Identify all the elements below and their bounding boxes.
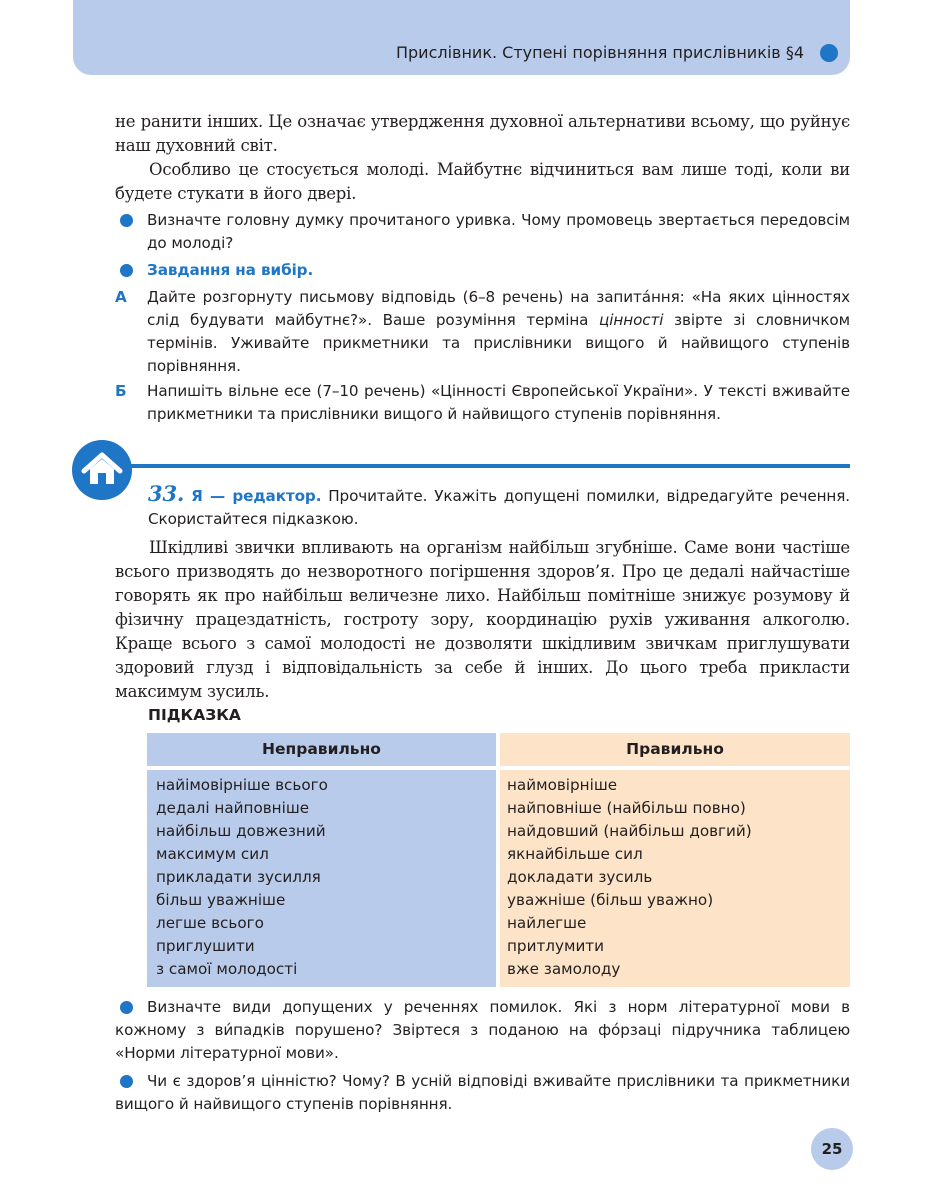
question-3 <box>115 1070 850 1116</box>
hint-table <box>147 733 850 987</box>
option-a-term: цінності <box>599 311 664 329</box>
hint-cell-wrong: більш уважніше <box>156 891 286 909</box>
hint-cell-wrong: максимум сил <box>156 845 269 863</box>
exercise-title: Я — редактор. <box>191 487 322 505</box>
option-b-text: Напишіть вільне есе (7–10 речень) «Цінності Європейської України». У тексті вживайте прикметники та прислівники вищого й найвищого ступенів порівняння. <box>147 382 850 423</box>
exercise-instruction: Прочитайте. Укажіть допущені помилки, відредагуйте речення. Скористайтеся підказкою. <box>148 487 851 528</box>
hint-cell-wrong: прикладати зусилля <box>156 868 321 886</box>
task-question-1 <box>115 209 850 255</box>
bullet-icon <box>120 1001 133 1014</box>
hint-cell-right: наймовірніше <box>507 776 618 794</box>
section-divider <box>95 464 850 468</box>
page-number: 25 <box>811 1128 853 1170</box>
option-a-part1: Дайте розгорнуту письмову відповідь (6–8 речень) на запита́ння: «На яких цінностях слід будувати майбутнє?». Ваше розуміння терміна <box>147 288 850 329</box>
choice-task-heading <box>115 259 850 282</box>
hint-cell-right: докладати зусиль <box>507 868 653 886</box>
task-option-b <box>115 380 850 426</box>
hint-cell-wrong: найбільш довжезний <box>156 822 326 840</box>
question-2 <box>115 996 850 1065</box>
hint-column-right <box>500 770 850 987</box>
option-a-part2: звірте зі словничком термінів. Уживайте прикметники та прислівники вищого й найвищого ступенів порівняння. <box>147 311 850 375</box>
bullet-icon <box>120 264 133 277</box>
choice-task-title: Завдання на вибір. <box>147 261 314 279</box>
page-header <box>73 0 850 75</box>
exercise-number: 33. <box>148 481 185 506</box>
hint-header-wrong: Неправильно <box>147 733 496 766</box>
option-b-letter: Б <box>115 382 127 400</box>
hint-cell-right: якнайбільше сил <box>507 845 643 863</box>
hint-cell-right: притлумити <box>507 937 605 955</box>
intro-paragraph-2: Особливо це стосується молоді. Майбутнє відчиниться вам лише тоді, коли ви будете стукати в його двері. <box>115 160 850 203</box>
exercise-heading <box>148 482 850 531</box>
bullet-icon <box>120 1075 133 1088</box>
hint-cell-wrong: з самої молодості <box>156 960 298 978</box>
intro-paragraph-1: не ранити інших. Це означає утвердження духовної альтернативи всьому, що руйнує наш духовний світ. <box>115 112 850 155</box>
hint-title: ПІДКАЗКА <box>148 706 241 724</box>
home-icon <box>72 440 132 500</box>
hint-cell-right: найдовший (найбільш довгий) <box>507 822 752 840</box>
bullet-icon <box>120 214 133 227</box>
header-title: Прислівник. Ступені порівняння прислівників §4 <box>395 43 804 62</box>
task-question-1-text: Визначте головну думку прочитаного уривка. Чому промовець звертається передовсім до молоді? <box>147 211 850 252</box>
hint-column-wrong <box>147 770 496 987</box>
header-dot-icon <box>820 44 838 62</box>
hint-cell-right: уважніше (більш уважно) <box>507 891 714 909</box>
hint-cell-wrong: дедалі найповніше <box>156 799 310 817</box>
question-2-text: Визначте види допущених у реченнях помилок. Які з норм літературної мови в кожному з ви́падків порушено? Звіртеся з поданою на фо́рзаці підручника таблицею «Норми літературної мови». <box>115 998 850 1062</box>
option-a-text <box>147 286 850 378</box>
hint-cell-right: найлегше <box>507 914 587 932</box>
option-a-letter: А <box>115 288 127 306</box>
hint-cell-wrong: приглушити <box>156 937 255 955</box>
hint-cell-wrong: легше всього <box>156 914 264 932</box>
hint-header-right: Правильно <box>500 733 850 766</box>
task-option-a <box>115 286 850 378</box>
hint-cell-wrong: найімовірніше всього <box>156 776 328 794</box>
hint-cell-right: вже замолоду <box>507 960 621 978</box>
exercise-text: Шкідливі звички впливають на організм найбільш згубніше. Саме вони частіше всього призводять до незворотного погіршення здоров’я. Про це дедалі найчастіше говорять як про найбільш величезне лихо. Найбільш помітніше знижує розумову й фізичну працездатність, гостроту зору, координацію рухів уживання алкоголю. Краще всього з самої молодості не дозволяти шкідливим звичкам приглушувати здоровий глузд і відповідальність за себе й інших. До цього треба прикласти максимум зусиль. <box>115 538 850 701</box>
hint-cell-right: найповніше (найбільш повно) <box>507 799 746 817</box>
question-3-text: Чи є здоров’я цінністю? Чому? В усній відповіді вживайте прислівники та прикметники вищого й найвищого ступенів порівняння. <box>115 1072 850 1113</box>
